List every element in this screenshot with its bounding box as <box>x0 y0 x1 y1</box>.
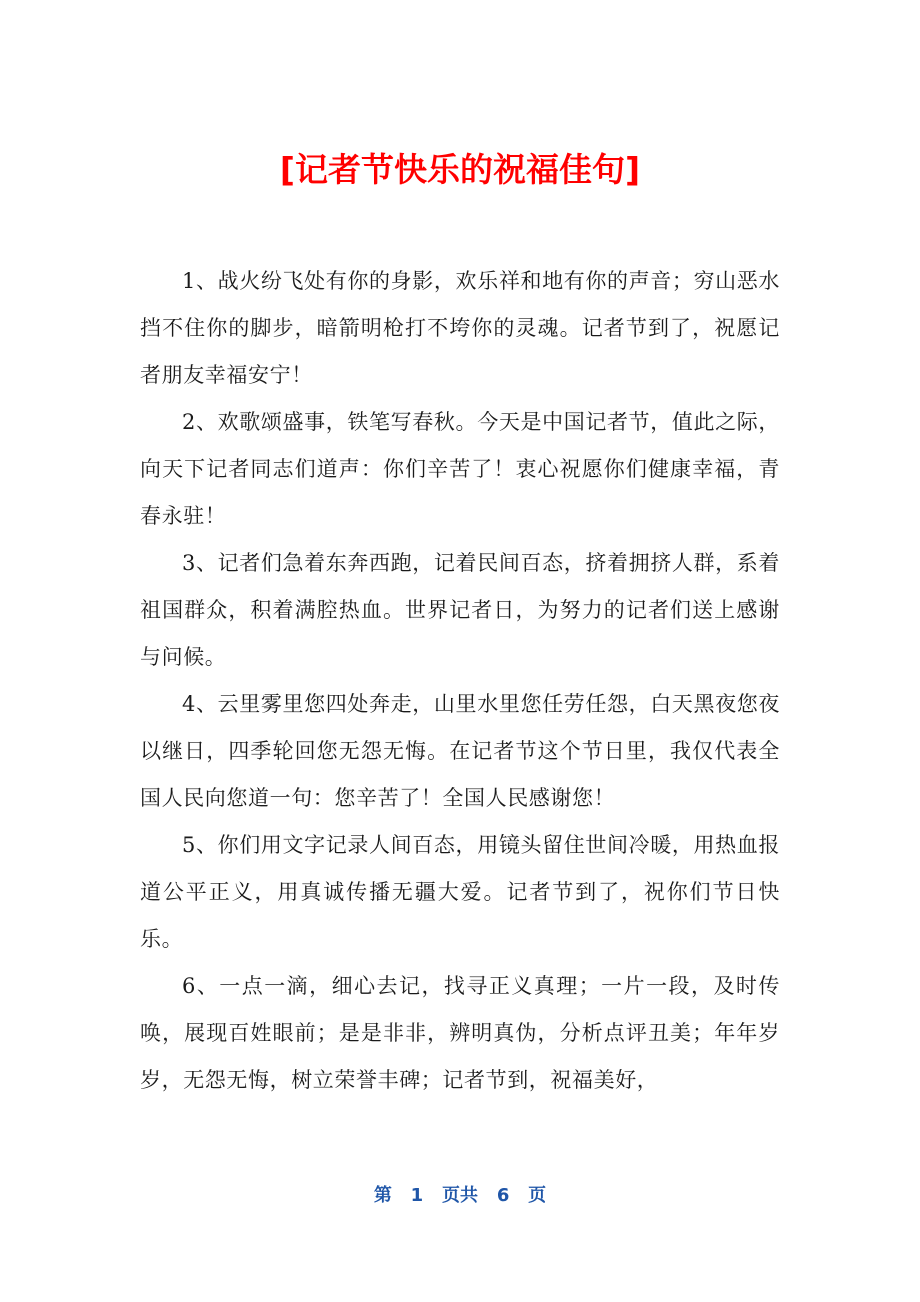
paragraph-6: 6、一点一滴，细心去记，找寻正义真理；一片一段，及时传唤，展现百姓眼前；是是非非，辨明真伪，分析点评丑美；年年岁岁，无怨无悔，树立荣誉丰碑；记者节到，祝福美好， <box>140 974 780 1092</box>
document-body <box>140 258 780 1104</box>
footer-total-pages: 6 <box>496 1185 510 1206</box>
footer-middle: 页共 <box>442 1185 478 1206</box>
page-footer <box>0 1180 920 1212</box>
page-title: [记者节快乐的祝福佳句] <box>279 150 641 189</box>
footer-prefix: 第 <box>373 1185 392 1206</box>
footer-suffix: 页 <box>528 1185 547 1206</box>
paragraph-1: 1、战火纷飞处有你的身影，欢乐祥和地有你的声音；穷山恶水挡不住你的脚步，暗箭明枪打不垮你的灵魂。记者节到了，祝愿记者朋友幸福安宁！ <box>140 269 780 387</box>
paragraph-4: 4、云里雾里您四处奔走，山里水里您任劳任怨，白天黑夜您夜以继日，四季轮回您无怨无悔。在记者节这个节日里，我仅代表全国人民向您道一句：您辛苦了！全国人民感谢您！ <box>140 692 780 810</box>
paragraph-2: 2、欢歌颂盛事，铁笔写春秋。今天是中国记者节，值此之际，向天下记者同志们道声：你们辛苦了！衷心祝愿你们健康幸福，青春永驻！ <box>140 410 780 528</box>
paragraph-3: 3、记者们急着东奔西跑，记着民间百态，挤着拥挤人群，系着祖国群众，积着满腔热血。世界记者日，为努力的记者们送上感谢与问候。 <box>140 551 780 669</box>
footer-current-page: 1 <box>410 1185 424 1206</box>
paragraph-5: 5、你们用文字记录人间百态，用镜头留住世间冷暖，用热血报道公平正义，用真诚传播无疆大爱。记者节到了，祝你们节日快乐。 <box>140 833 780 951</box>
